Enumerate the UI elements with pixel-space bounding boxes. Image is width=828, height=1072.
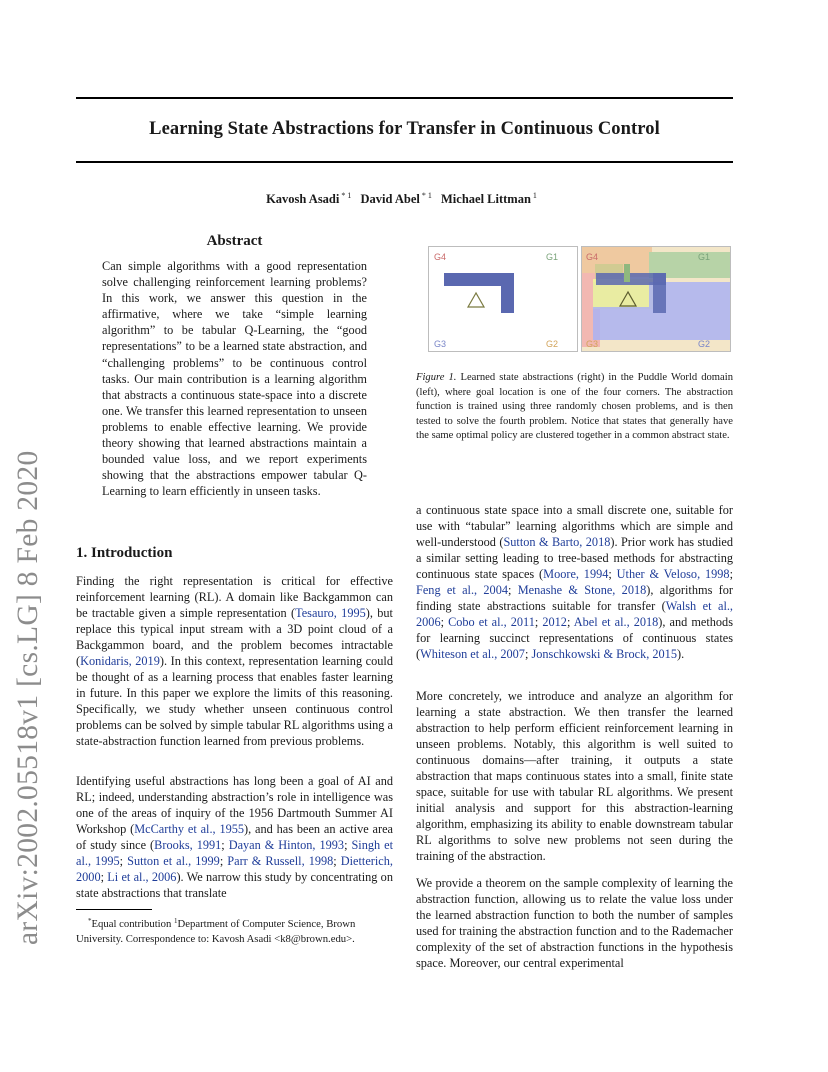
citation-link[interactable]: Dietterich, 2000	[76, 854, 393, 885]
text-run: ), and has been an active area of study since (	[76, 822, 394, 853]
text-run: ). Prior work has studied a similar setting leading to tree-based methods for abstracting continuous state spaces (	[416, 535, 733, 582]
puddle-vertical	[501, 273, 514, 313]
abstraction-diagram	[581, 246, 731, 352]
paragraph	[76, 773, 393, 901]
paragraph	[416, 688, 733, 865]
author-name: Michael Littman	[441, 192, 531, 206]
citation-link[interactable]: 2012	[542, 615, 567, 630]
arxiv-identifier: arXiv:2002.05518v1 [cs.LG] 8 Feb 2020	[12, 450, 44, 945]
citation-link[interactable]: Menashe & Stone, 2018	[517, 583, 647, 598]
citation-link[interactable]: Brooks, 1991	[154, 838, 222, 853]
text-run: ;	[119, 854, 128, 869]
author-affiliation-mark: * 1	[421, 191, 432, 200]
citation-link[interactable]: Singh et al., 1995	[76, 838, 393, 869]
text-run: ), algorithms for finding state abstractions suitable for transfer (	[416, 583, 733, 614]
footnote	[76, 914, 393, 946]
citation-link[interactable]: Dayan & Hinton, 1993	[228, 838, 345, 853]
goal-label-g2: G2	[698, 339, 711, 349]
text-run: ;	[344, 838, 352, 853]
figure-caption	[416, 371, 733, 444]
goal-label-g1: G1	[698, 252, 711, 262]
citation-link[interactable]: McCarthy et al., 1955	[134, 822, 245, 837]
text-run: a continuous state space into a small discrete one, suitable for use with “tabular” learning algorithms which are simple and well-understood (	[416, 503, 733, 550]
puddle-world-diagram	[428, 246, 578, 352]
footnote-text: Equal contribution	[91, 918, 175, 930]
text-run: ), but replace this typical input stream with a 3D point cloud of a Backgammon board, and the problem becomes intractable (	[76, 606, 393, 669]
citation-link[interactable]: Abel et al., 2018	[573, 615, 659, 630]
author-name: Kavosh Asadi	[266, 192, 340, 206]
intro-paragraph-1	[76, 573, 393, 750]
citation-link[interactable]: Jonschkowski & Brock, 2015	[531, 647, 677, 662]
citation-link[interactable]: Sutton & Barto, 2018	[503, 535, 611, 550]
text-run: ;	[508, 583, 518, 598]
text-run: We provide a theorem on the sample complexity of learning the abstraction function, allowing us to relate the value loss under the learned abstraction function to both the number of samples used for training the abstraction function and to the Rademacher complexity of the set of abstraction functions in the hypothesis space. Moreover, our central experimental	[416, 876, 733, 971]
figure-label: Figure 1.	[416, 372, 457, 383]
right-paragraph-3	[416, 875, 733, 971]
citation-link[interactable]: Walsh et al., 2006	[416, 599, 734, 630]
citation-link[interactable]: Tesauro, 1995	[295, 606, 366, 621]
footnote-text: Department of Computer Science, Brown University. Correspondence to: Kavosh Asadi <k8@brown.edu>.	[76, 918, 356, 945]
author-name: David Abel	[360, 192, 420, 206]
footnote-mark: *	[88, 917, 92, 925]
text-run: ;	[534, 615, 543, 630]
goal-label-g2: G2	[546, 339, 559, 349]
citation-link[interactable]: Feng et al., 2004	[416, 583, 508, 598]
top-rule	[76, 97, 733, 99]
citation-link[interactable]: Parr & Russell, 1998	[227, 854, 334, 869]
goal-label-g4: G4	[586, 252, 599, 262]
citation-link[interactable]: Konidaris, 2019	[80, 654, 160, 669]
abstract-heading: Abstract	[206, 233, 263, 249]
paragraph	[416, 502, 733, 662]
citation-link[interactable]: Cobo et al., 2011	[448, 615, 535, 630]
introduction-section	[76, 545, 393, 562]
text-run: Identifying useful abstractions has long been a goal of AI and RL; indeed, understanding abstraction’s role in intelligence was one of the areas of inquiry of the 1956 Dartmouth Summer AI Workshop (	[76, 774, 393, 837]
puddle-world-panel	[428, 246, 578, 352]
goal-label-g1: G1	[546, 252, 559, 262]
text-run: ;	[524, 647, 532, 662]
goal-label-g4: G4	[434, 252, 447, 262]
author-affiliation-mark: * 1	[341, 191, 352, 200]
paragraph	[416, 875, 733, 971]
text-run: ;	[440, 615, 449, 630]
learned-abstraction-panel	[581, 246, 731, 352]
text-run: ;	[221, 838, 229, 853]
author-list	[76, 191, 733, 207]
citation-link[interactable]: Li et al., 2006	[107, 870, 177, 885]
citation-link[interactable]: Sutton et al., 1999	[127, 854, 220, 869]
text-run: Finding the right representation is critical for effective reinforcement learning (RL). A domain like Backgammon can be tractable given a simple representation (	[76, 574, 393, 621]
text-run: ;	[333, 854, 341, 869]
author-affiliation-mark: 1	[532, 191, 537, 200]
figure-caption-text: Learned state abstractions (right) in the Puddle World domain (left), where goal location is one of the four corners. The abstraction function is trained using three randomly chosen problems, and is then tested to solve the fourth problem. Notice that states that generally have the same optimal policy are clustered together in a common abstract state.	[416, 372, 733, 442]
right-paragraph-2	[416, 688, 733, 865]
section-heading: 1. Introduction	[76, 545, 173, 561]
title-bottom-rule	[76, 161, 733, 163]
text-run: ;	[608, 567, 617, 582]
citation-link[interactable]: Uther & Veloso, 1998	[616, 567, 730, 582]
paragraph	[76, 573, 393, 750]
text-run: ;	[566, 615, 574, 630]
abstract-text: Can simple algorithms with a good representation solve challenging reinforcement learning problems? In this work, we answer this question in the affirmative, where we take “simple learning algorithm” to be tabular Q-Learning, the “good representations” to be a learned state abstraction, and “challenging problems” to be continuous control tasks. Our main contribution is a learning algorithm that abstracts a continuous state-space into a discrete one. We transfer this learned representation to unseen problems to enable effective learning. We provide theory showing that learned abstractions maintain a bounded value loss, and we report experiments showing that the abstractions empower tabular Q-Learning to learn efficiently in unseen tasks.	[102, 259, 367, 499]
puddle-vertical	[653, 273, 666, 313]
citation-link[interactable]: Whiteson et al., 2007	[420, 647, 525, 662]
text-run: ;	[729, 567, 733, 582]
text-run: ). We narrow this study by concentrating on state abstractions that translate	[76, 870, 393, 901]
text-run: ). In this context, representation learning could be thought of as a learning process that enables faster learning in future. In this paper we explore the limits of this reasoning. Specifically, we study whether unseen continuous control problems can be solved by simple tabular RL algorithms using a state-abstraction function learned from previous problems.	[76, 654, 393, 749]
text-run: ;	[219, 854, 228, 869]
goal-label-g3: G3	[586, 339, 599, 349]
right-paragraph-1	[416, 502, 733, 662]
text-run: ).	[676, 647, 685, 662]
footnote-mark: 1	[174, 917, 178, 925]
text-run: More concretely, we introduce and analyze an algorithm for learning a state abstraction. We then transfer the learned abstraction to help perform efficient reinforcement learning in unseen problems. Notably, this algorithm is well suited to continuous domains—after training, it outputs a state abstraction that maps continuous states into a small, finite state space, suitable for use with tabular RL algorithms. We present initial analysis and support for this abstraction-learning algorithm, emphasizing its ability to enable downstream tabular RL algorithms to solve new problems not seen during the training of the abstraction.	[416, 689, 733, 864]
footnote-rule	[76, 909, 152, 910]
text-run: ), and methods for learning succinct representations of continuous states (	[416, 615, 733, 662]
paper-title: Learning State Abstractions for Transfer in Continuous Control	[149, 119, 660, 139]
abstract-state-region	[624, 264, 630, 282]
goal-label-g3: G3	[434, 339, 447, 349]
text-run: ;	[100, 870, 108, 885]
intro-paragraph-2	[76, 773, 393, 901]
citation-link[interactable]: Moore, 1994	[543, 567, 609, 582]
